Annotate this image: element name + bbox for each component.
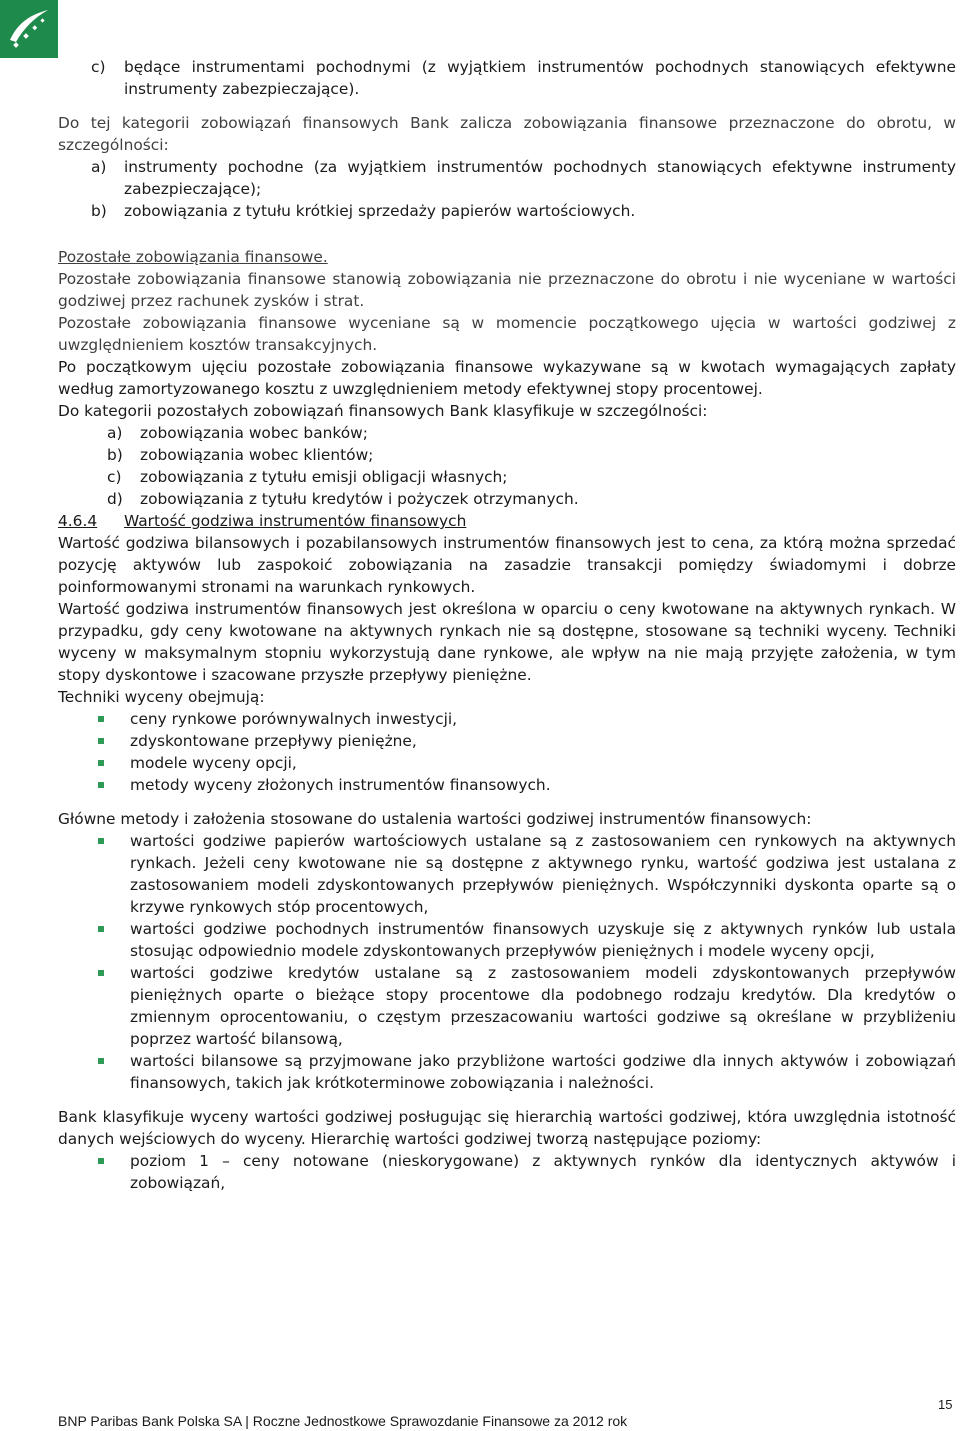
list-item-text: wartości godziwe pochodnych instrumentów finansowych uzyskuje się z aktywnych rynków lub ustala stosując odpowiednio modele zdyskontowanych przepływów pieniężnych i modele wyceny opcji, <box>130 920 956 960</box>
list-item-text: metody wyceny złożonych instrumentów finansowych. <box>130 776 551 794</box>
list-item <box>58 752 956 774</box>
list-item <box>58 444 956 466</box>
square-bullet-icon <box>98 1158 104 1164</box>
techniques-list <box>58 708 956 796</box>
list-item-text: zobowiązania wobec klientów; <box>140 446 374 464</box>
trading-list <box>58 156 956 222</box>
list-item <box>58 156 956 200</box>
page-footer: BNP Paribas Bank Polska SA | Roczne Jednostkowe Sprawozdanie Finansowe za 2012 rok <box>58 1413 628 1429</box>
methods-intro: Główne metody i założenia stosowane do ustalenia wartości godziwej instrumentów finansowych: <box>58 810 812 828</box>
other-paragraph: Pozostałe zobowiązania finansowe stanowią zobowiązania nie przeznaczone do obrotu i nie wyceniane w wartości godziwej przez rachunek zysków i strat. <box>58 270 956 310</box>
list-item <box>58 466 956 488</box>
list-item-text: poziom 1 – ceny notowane (nieskorygowane) z aktywnych rynków dla identycznych aktywów i zobowiązań, <box>130 1152 956 1192</box>
stars-logo-icon <box>0 0 58 58</box>
list-item <box>58 422 956 444</box>
lead-section <box>58 56 956 356</box>
section-number: 4.6.4 <box>58 512 98 530</box>
list-marker: b) <box>107 446 123 464</box>
section-heading <box>58 510 956 532</box>
list-marker: a) <box>107 424 123 442</box>
bnp-paribas-logo <box>0 0 58 58</box>
list-item <box>58 1050 956 1094</box>
other-paragraph: Do kategorii pozostałych zobowiązań finansowych Bank klasyfikuje w szczególności: <box>58 402 708 420</box>
square-bullet-icon <box>98 782 104 788</box>
square-bullet-icon <box>98 760 104 766</box>
list-item-text: instrumenty pochodne (za wyjątkiem instrumentów pochodnych stanowiących efektywne instrumenty zabezpieczające); <box>124 158 956 198</box>
list-item-text: wartości godziwe papierów wartościowych ustalane są z zastosowaniem cen rynkowych na aktywnych rynkach. Jeżeli ceny kwotowane nie są dostępne z aktywnego rynku, wartość godziwa jest ustalana z zastosowaniem modeli zdyskontowanych przepływów pieniężnych. Współczynniki dyskonta oparte są o krzywe rynkowych stóp procentowych, <box>130 832 956 916</box>
list-item <box>58 730 956 752</box>
list-item <box>58 56 956 100</box>
list-item <box>58 774 956 796</box>
intro-list <box>58 56 956 100</box>
other-liabilities-heading: Pozostałe zobowiązania finansowe. <box>58 248 328 266</box>
list-item <box>58 962 956 1050</box>
list-item <box>58 200 956 222</box>
section-paragraph: Wartość godziwa instrumentów finansowych jest określona w oparciu o ceny kwotowane na aktywnych rynkach. W przypadku, gdy ceny kwotowane na aktywnych rynkach nie są dostępne, stosowane są techniki wyceny. Techniki wyceny w maksymalnym stopniu wykorzystują dane rynkowe, ale wpływ na nie mają przyjęte założenia, w tym stopy dyskontowe i szacowane przyszłe przepływy pieniężne. <box>58 600 956 684</box>
list-marker: c) <box>91 58 106 76</box>
list-item-text: zobowiązania z tytułu kredytów i pożyczek otrzymanych. <box>140 490 579 508</box>
section-paragraph: Techniki wyceny obejmują: <box>58 688 265 706</box>
square-bullet-icon <box>98 1058 104 1064</box>
square-bullet-icon <box>98 716 104 722</box>
list-item <box>58 488 956 510</box>
hierarchy-paragraph: Bank klasyfikuje wyceny wartości godziwej posługując się hierarchią wartości godziwej, która uwzględnia istotność danych wejściowych do wyceny. Hierarchię wartości godziwej tworzą następujące poziomy: <box>58 1108 956 1148</box>
list-item-text: wartości bilansowe są przyjmowane jako przybliżone wartości godziwe dla innych aktywów i zobowiązań finansowych, takich jak krótkoterminowe zobowiązania i należności. <box>130 1052 956 1092</box>
list-marker: c) <box>107 468 122 486</box>
list-item-text: zobowiązania wobec banków; <box>140 424 368 442</box>
methods-list <box>58 830 956 1094</box>
square-bullet-icon <box>98 926 104 932</box>
list-item-text: zdyskontowane przepływy pieniężne, <box>130 732 417 750</box>
list-item-text: wartości godziwe kredytów ustalane są z zastosowaniem modeli zdyskontowanych przepływów pieniężnych oparte o bieżące stopy procentowe dla podobnego rodzaju kredytów. Dla kredytów o zmiennym oprocentowaniu, o częstym przeszacowaniu wartości godziwe są określane w przybliżeniu poprzez wartość bilansową, <box>130 964 956 1048</box>
list-item <box>58 708 956 730</box>
list-item-text: modele wyceny opcji, <box>130 754 297 772</box>
list-item-text: zobowiązania z tytułu emisji obligacji własnych; <box>140 468 508 486</box>
list-item <box>58 830 956 918</box>
other-liabilities-list <box>58 422 956 510</box>
list-item-text: ceny rynkowe porównywalnych inwestycji, <box>130 710 458 728</box>
list-item <box>58 1150 956 1194</box>
list-marker: a) <box>91 158 107 176</box>
square-bullet-icon <box>98 838 104 844</box>
other-paragraph: Pozostałe zobowiązania finansowe wyceniane są w momencie początkowego ujęcia w wartości godziwej z uwzględnieniem kosztów transakcyjnych. <box>58 314 956 354</box>
levels-list <box>58 1150 956 1194</box>
page-number: 15 <box>938 1397 953 1412</box>
square-bullet-icon <box>98 970 104 976</box>
section-paragraph: Wartość godziwa bilansowych i pozabilansowych instrumentów finansowych jest to cena, za którą można sprzedać pozycję aktywów lub zaspokoić zobowiązania na zasadzie transakcji pomiędzy świadomymi i dobrze poinformowanymi stronami na warunkach rynkowych. <box>58 534 956 596</box>
list-marker: d) <box>107 490 123 508</box>
list-item <box>58 918 956 962</box>
trading-paragraph: Do tej kategorii zobowiązań finansowych Bank zalicza zobowiązania finansowe przeznaczone do obrotu, w szczególności: <box>58 114 956 154</box>
other-paragraph: Po początkowym ujęciu pozostałe zobowiązania finansowe wykazywane są w kwotach wymagających zapłaty według zamortyzowanego kosztu z uwzględnieniem metody efektywnej stopy procentowej. <box>58 358 956 398</box>
page-content <box>58 56 956 1194</box>
square-bullet-icon <box>98 738 104 744</box>
list-marker: b) <box>91 202 107 220</box>
section-title: Wartość godziwa instrumentów finansowych <box>124 512 467 530</box>
list-item-text: zobowiązania z tytułu krótkiej sprzedaży papierów wartościowych. <box>124 202 636 220</box>
list-item-text: będące instrumentami pochodnymi (z wyjątkiem instrumentów pochodnych stanowiących efektywne instrumenty zabezpieczające). <box>124 58 956 98</box>
